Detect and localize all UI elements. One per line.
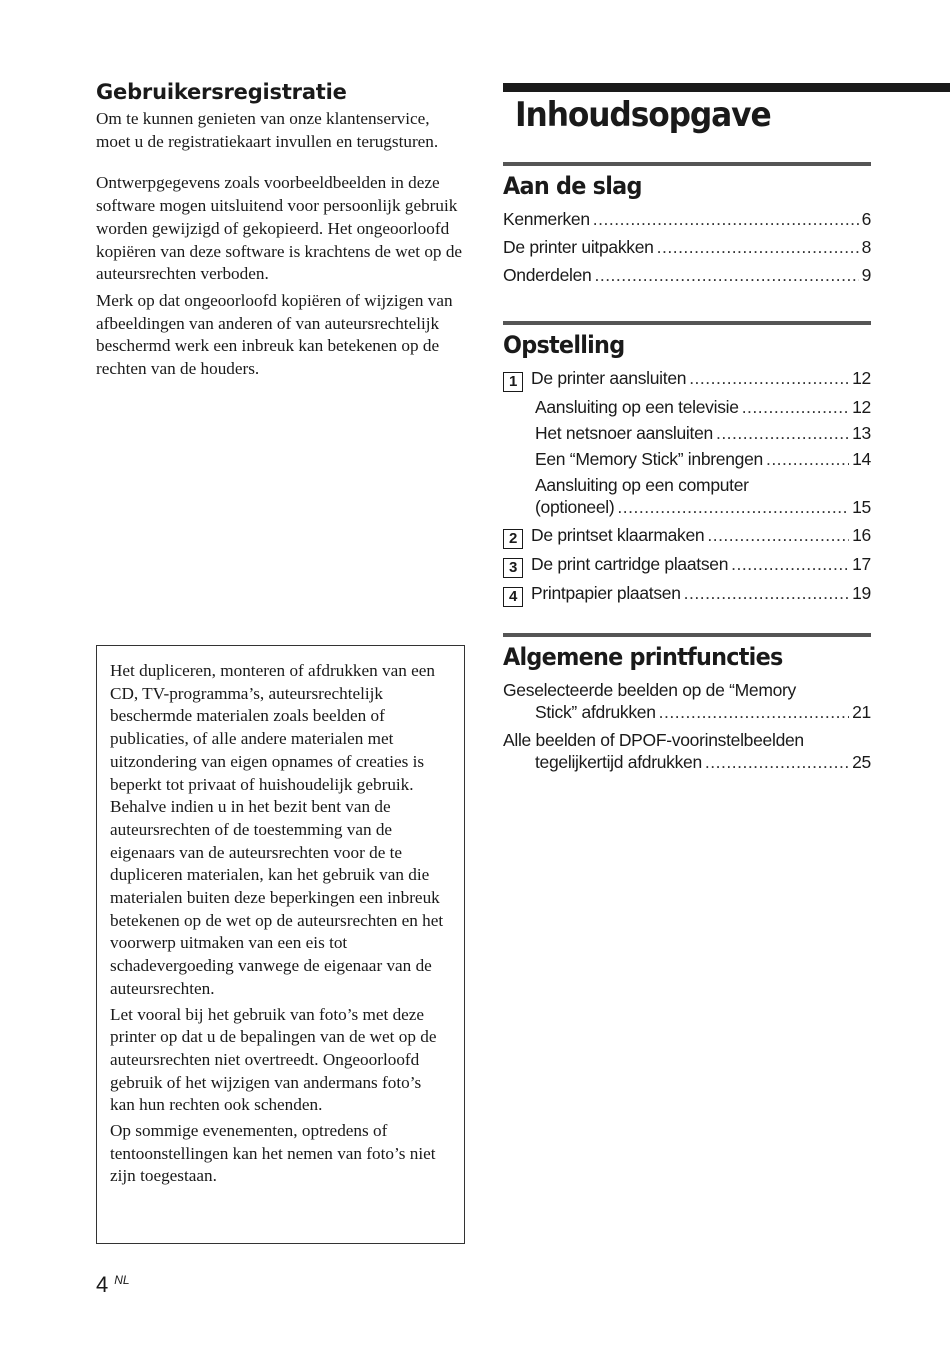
toc-entry-label: Kenmerken [503, 209, 590, 229]
toc-entry-page: 15 [852, 497, 871, 517]
registration-section [96, 80, 466, 381]
step-number-badge: 4 [503, 587, 523, 607]
toc-entry-page: 13 [852, 423, 871, 443]
software-copyright-paragraph: Ontwerpgegevens zoals voorbeeldbeelden in deze software mogen uitsluitend voor persoonlijk gebruik worden gewijzigd of gekopieerd. Het ongeoorloofd kopiëren van deze software is krachtens de wet op de auteursrechten verboden. [96, 173, 463, 284]
toc-entry[interactable] [503, 582, 871, 605]
leader-dots [657, 236, 859, 258]
toc-entry-page: 21 [852, 702, 871, 722]
toc-entry-page: 25 [852, 752, 871, 772]
section-rule [503, 162, 871, 166]
toc-entry-page: 6 [861, 209, 871, 229]
notice-paragraph: Het dupliceren, monteren of afdrukken van een CD, TV-programma’s, auteursrechtelijk beschermde materialen zoals beelden of publicaties, of alle andere materialen met uitzondering van eigen opnames of creaties is beperkt tot privaat of huishoudelijk gebruik. Behalve indien u in het bezit bent van de auteursrechten of de toestemming van de eigenaars van de auteursrechten voor de te dupliceren materialen, kan het gebruik van die materialen buiten deze beperkingen een inbreuk betekenen op de wet op de auteursrechten en het voorwerp uitmaken van een eis tot schadevergoeding vanwege de eigenaar van de auteursrechten. [110, 661, 444, 998]
toc-entry-page: 14 [852, 449, 871, 469]
leader-dots [742, 396, 849, 418]
section-heading: Aan de slag [503, 172, 642, 200]
toc-entry[interactable] [503, 553, 871, 576]
toc-entry-label-line1: Geselecteerde beelden op de “Memory [503, 680, 797, 700]
toc-entry[interactable] [503, 679, 871, 723]
toc-subentry[interactable] [503, 474, 871, 518]
toc-entry-label: De printer aansluiten [531, 368, 687, 388]
step-number-badge: 1 [503, 372, 523, 392]
toc-entry-page: 17 [852, 554, 871, 574]
toc-subentry[interactable] [503, 422, 871, 444]
leader-dots [684, 582, 849, 604]
image-copyright-paragraph: Merk op dat ongeoorloofd kopiëren of wijzigen van afbeeldingen van anderen of van auteursrechtelijk beschermd werk een inbreuk kan betekenen op de rechten van de houders. [96, 290, 453, 379]
toc-entry-label: De printset klaarmaken [531, 525, 705, 545]
toc-entry-label: Onderdelen [503, 265, 592, 285]
leader-dots [705, 751, 849, 773]
section-rule [503, 633, 871, 637]
toc-entry[interactable] [503, 264, 871, 286]
page-number-value: 4 [96, 1272, 109, 1297]
step-number-badge: 3 [503, 558, 523, 578]
language-code: NL [114, 1273, 130, 1287]
leader-dots [716, 422, 849, 444]
toc-entry[interactable] [503, 524, 871, 547]
toc-section-algemene-printfuncties [503, 633, 871, 779]
leader-dots [659, 701, 849, 723]
toc-entry[interactable] [503, 236, 871, 258]
toc-entry-page: 19 [852, 583, 871, 603]
toc-entry-label-line1: Aansluiting op een computer [535, 475, 749, 495]
toc-entry-page: 12 [852, 397, 871, 417]
toc-entry-label: tegelijkertijd afdrukken [535, 752, 702, 772]
step-number-badge: 2 [503, 529, 523, 549]
toc-section-aan-de-slag [503, 162, 871, 292]
section-rule [503, 321, 871, 325]
page-title: Inhoudsopgave [515, 95, 771, 135]
toc-entry-label: Stick” afdrukken [535, 702, 656, 722]
toc-entry-label-line1: Alle beelden of DPOF-voorinstelbeelden [503, 730, 804, 750]
leader-dots [766, 448, 849, 470]
notice-paragraph: Op sommige evenementen, optredens of tentoonstellingen kan het nemen van foto’s niet zijn toegestaan. [110, 1121, 436, 1186]
leader-dots [593, 208, 859, 230]
toc-entry-label: (optioneel) [535, 497, 615, 517]
toc-entry-page: 12 [852, 368, 871, 388]
toc-entry-label: Printpapier plaatsen [531, 583, 681, 603]
registration-heading: Gebruikersregistratie [96, 80, 347, 104]
leader-dots [689, 367, 849, 389]
toc-subentry[interactable] [503, 396, 871, 418]
toc-entry-label: Het netsnoer aansluiten [535, 423, 713, 443]
leader-dots [731, 553, 849, 575]
leader-dots [707, 524, 849, 546]
title-rule [503, 83, 950, 92]
toc-entry-label: De print cartridge plaatsen [531, 554, 729, 574]
toc-entry-page: 16 [852, 525, 871, 545]
toc-entry[interactable] [503, 367, 871, 390]
toc-entry-label: Aansluiting op een televisie [535, 397, 739, 417]
toc-entry[interactable] [503, 208, 871, 230]
toc-entry-label: De printer uitpakken [503, 237, 654, 257]
toc-section-opstelling [503, 321, 871, 611]
toc-subentry[interactable] [503, 448, 871, 470]
toc-entry-page: 8 [861, 237, 871, 257]
toc-entry-label: Een “Memory Stick” inbrengen [535, 449, 763, 469]
leader-dots [617, 496, 849, 518]
registration-paragraph: Om te kunnen genieten van onze klantenservice, moet u de registratiekaart invullen en terugsturen. [96, 109, 439, 151]
section-heading: Opstelling [503, 331, 625, 359]
page-number [96, 1272, 130, 1298]
toc-entry[interactable] [503, 729, 871, 773]
toc-entry-page: 9 [861, 265, 871, 285]
section-heading: Algemene printfuncties [503, 643, 783, 671]
notice-paragraph: Let vooral bij het gebruik van foto’s met deze printer op dat u de bepalingen van de wet op de auteursrechten niet overtreedt. Ongeoorloofd gebruik of het wijzigen van andermans foto’s kan hun rechten ook schenden. [110, 1004, 437, 1115]
copyright-notice-box [96, 645, 465, 1244]
leader-dots [594, 264, 858, 286]
